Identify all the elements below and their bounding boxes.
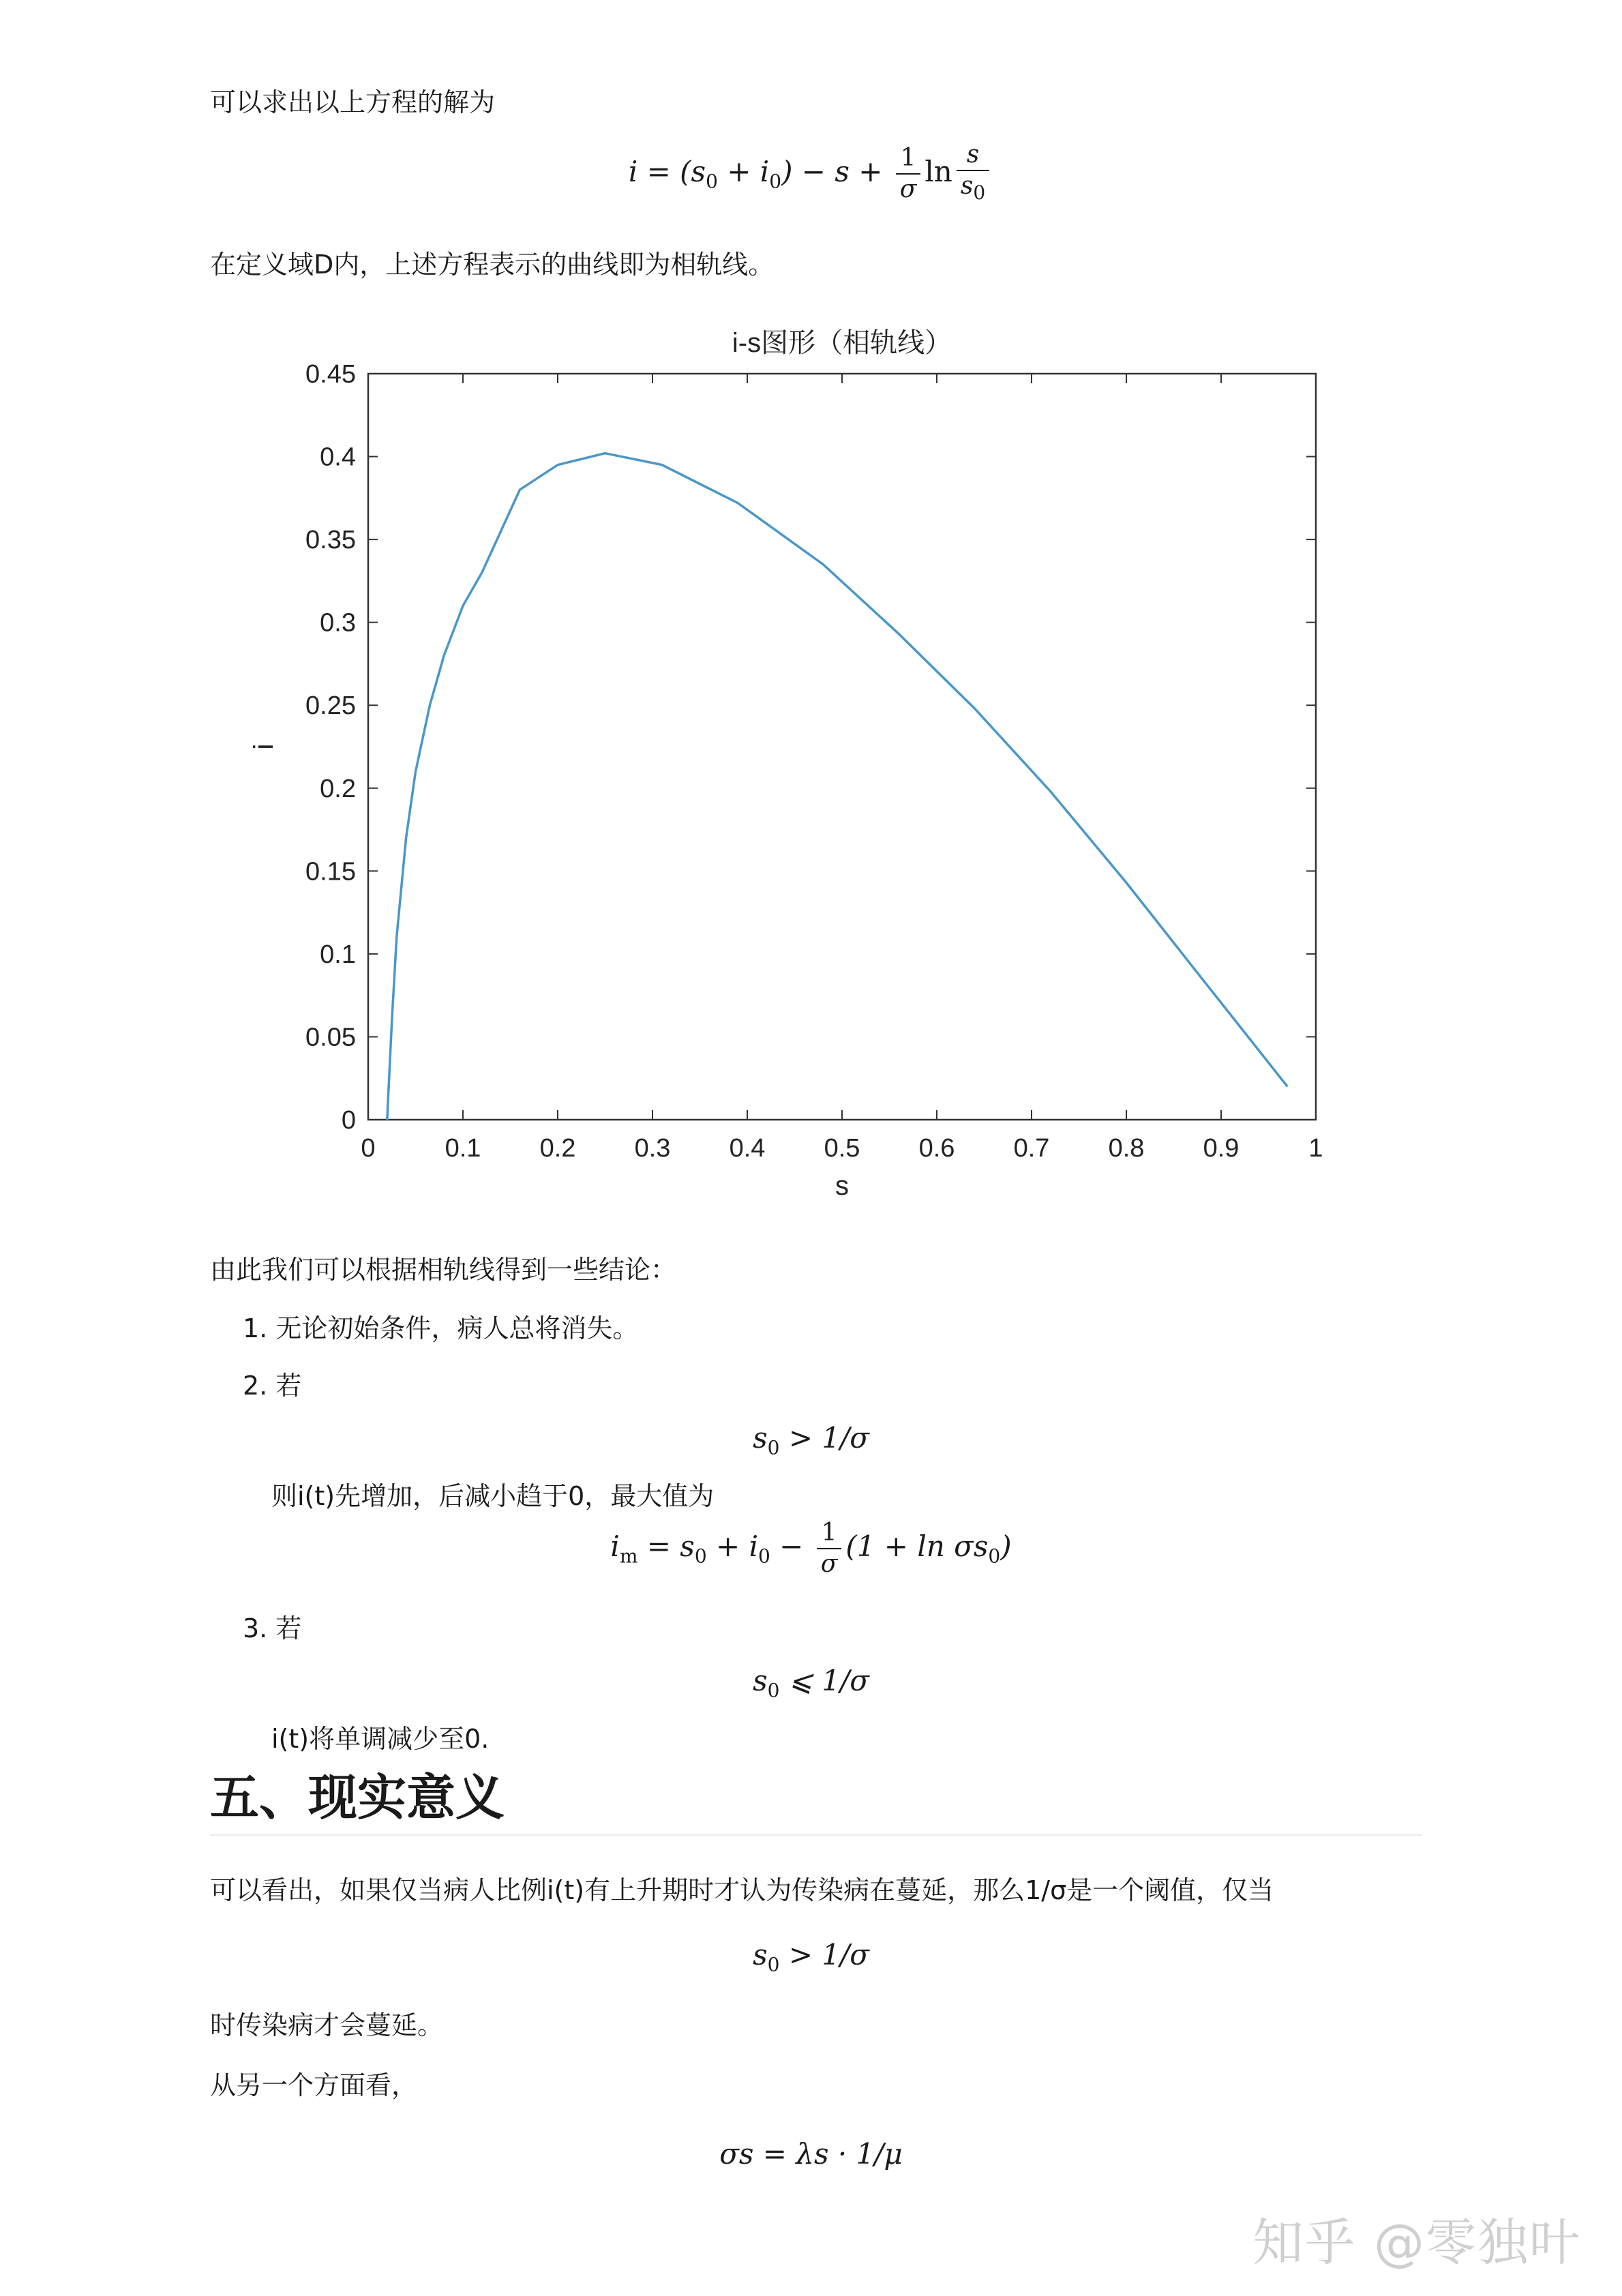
y-tick-label: 0.4 [320, 443, 356, 472]
x-tick-label: 0.9 [1203, 1134, 1240, 1163]
y-tick-label: 0.2 [320, 774, 356, 803]
y-tick-label: 0.05 [305, 1023, 356, 1052]
x-tick-label: 0.1 [445, 1134, 481, 1163]
x-tick-label: 0.3 [634, 1134, 671, 1163]
y-tick-label: 0 [341, 1106, 356, 1135]
section-heading: 五、现实意义 [210, 1769, 505, 1826]
x-tick-label: 1 [1308, 1134, 1323, 1163]
x-tick-label: 0.5 [824, 1134, 860, 1163]
sigma-s-equation: σs = λs · 1/μ [719, 2137, 903, 2171]
meaning-text-2: 时传染病才会蔓延。 [210, 2010, 444, 2040]
x-tick-label: 0 [361, 1134, 376, 1163]
x-axis-label: s [835, 1171, 849, 1201]
y-tick-label: 0.45 [305, 360, 356, 389]
max-value-equation: $i_m = s_0 + i_0$ − $\frac{1}{\sigma}$ $(1 + \ln \sigma s_0)$ [610, 1519, 1012, 1578]
list-item-1: 1. 无论初始条件，病人总将消失。 [243, 1313, 639, 1343]
item2-explanation: 则i(t)先增加，后减小趋于0，最大值为 [271, 1481, 715, 1511]
y-tick-label: 0.25 [305, 691, 356, 721]
threshold-equation: $s_0 > 1/\sigma$ [753, 1938, 869, 1976]
x-tick-label: 0.4 [729, 1134, 766, 1163]
y-tick-label: 0.1 [320, 940, 356, 969]
intro-text: 可以求出以上方程的解为 [210, 87, 496, 117]
y-tick-label: 0.15 [305, 857, 356, 886]
y-axis [305, 360, 1316, 1135]
meaning-text: 可以看出，如果仅当病人比例i(t)有上升期时才认为传染病在蔓延，那么1/σ是一个阈值，仅当 [210, 1875, 1274, 1905]
chart-title: i-s图形（相轨线） [732, 328, 952, 358]
list-item-2: 2. 若 [243, 1371, 302, 1401]
item3-explanation: i(t)将单调减少至0. [271, 1724, 490, 1754]
other-side-text: 从另一个方面看， [210, 2070, 418, 2100]
y-axis-label: i [249, 743, 279, 750]
y-tick-label: 0.35 [305, 526, 356, 555]
condition-greater-equation: $s_0 > 1/\sigma$ [753, 1421, 869, 1459]
list-item-3: 3. 若 [243, 1613, 302, 1643]
x-tick-label: 0.2 [539, 1134, 576, 1163]
x-tick-label: 0.6 [918, 1134, 955, 1163]
x-axis [361, 374, 1323, 1163]
x-tick-label: 0.7 [1013, 1134, 1050, 1163]
x-tick-label: 0.8 [1108, 1134, 1145, 1163]
conclusions-intro: 由此我们可以根据相轨线得到一些结论： [210, 1255, 677, 1285]
zhihu-watermark: 知乎 @零独叶 [1252, 2213, 1581, 2272]
y-tick-label: 0.3 [320, 608, 356, 638]
heading-divider [210, 1834, 1422, 1836]
phase-line-text: 在定义域D内，上述方程表示的曲线即为相轨线。 [210, 250, 775, 280]
phase-curve-line [387, 453, 1288, 1120]
phase-trajectory-chart [245, 320, 1350, 1221]
condition-lesseq-equation: $s_0$ ⩽ 1/σ [753, 1664, 869, 1702]
solution-equation: $i = (s_0 + i_0) - s$ + $\frac{1}{\sigma}$ ln $\frac{s}{s_0}$ [0, 140, 1622, 208]
plot-frame [368, 374, 1316, 1120]
